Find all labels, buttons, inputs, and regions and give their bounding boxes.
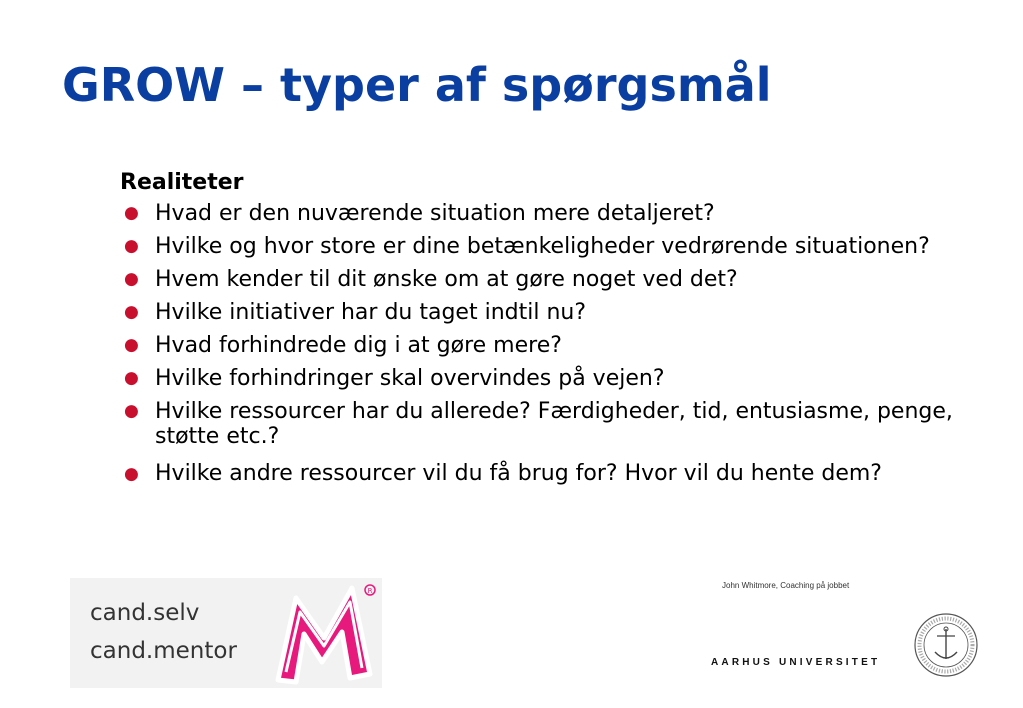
university-name: AARHUS UNIVERSITET [711, 657, 881, 668]
source-credit: John Whitmore, Coaching på jobbet [722, 581, 850, 590]
list-item [120, 300, 980, 325]
list-item-text: Hvilke initiativer har du taget indtil nu? [155, 300, 587, 325]
list-item-text: Hvem kender til dit ønske om at gøre noget ved det? [155, 267, 738, 292]
bullet-list [120, 201, 980, 491]
list-item [120, 333, 980, 358]
list-item-text: Hvilke andre ressourcer vil du få brug for? Hvor vil du hente dem? [155, 461, 882, 486]
slide-title: GROW – typer af spørgsmål [62, 58, 772, 112]
list-item [120, 201, 980, 226]
list-item-text: Hvilke forhindringer skal overvindes på vejen? [155, 366, 665, 391]
section-heading: Realiteter [120, 170, 244, 195]
list-item [120, 457, 980, 491]
logo-line-cand-selv: cand.selv [90, 600, 200, 626]
slide-content [120, 170, 980, 499]
list-item [120, 234, 980, 259]
bullet-dot-icon: ● [124, 401, 139, 421]
m-mentor-logo-icon [266, 576, 384, 688]
list-item [120, 399, 980, 449]
bullet-dot-icon: ● [124, 464, 139, 484]
bullet-dot-icon: ● [124, 236, 139, 256]
bullet-dot-icon: ● [124, 368, 139, 388]
bullet-dot-icon: ● [124, 335, 139, 355]
list-item [120, 366, 980, 391]
bullet-dot-icon: ● [124, 203, 139, 223]
svg-text:R: R [367, 587, 373, 595]
list-item-text: Hvilke ressourcer har du allerede? Færdigheder, tid, entusiasme, penge, støtte etc.? [155, 399, 953, 449]
logo-line-cand-mentor: cand.mentor [90, 638, 237, 664]
bullet-dot-icon: ● [124, 269, 139, 289]
cand-mentor-logo [70, 578, 382, 688]
list-item-text: Hvilke og hvor store er dine betænkeligheder vedrørende situationen? [155, 234, 930, 259]
list-item-text: Hvad forhindrede dig i at gøre mere? [155, 333, 562, 358]
bullet-dot-icon: ● [124, 302, 139, 322]
list-item [120, 267, 980, 292]
list-item-text: Hvad er den nuværende situation mere detaljeret? [155, 201, 715, 226]
university-seal-icon [913, 612, 979, 678]
